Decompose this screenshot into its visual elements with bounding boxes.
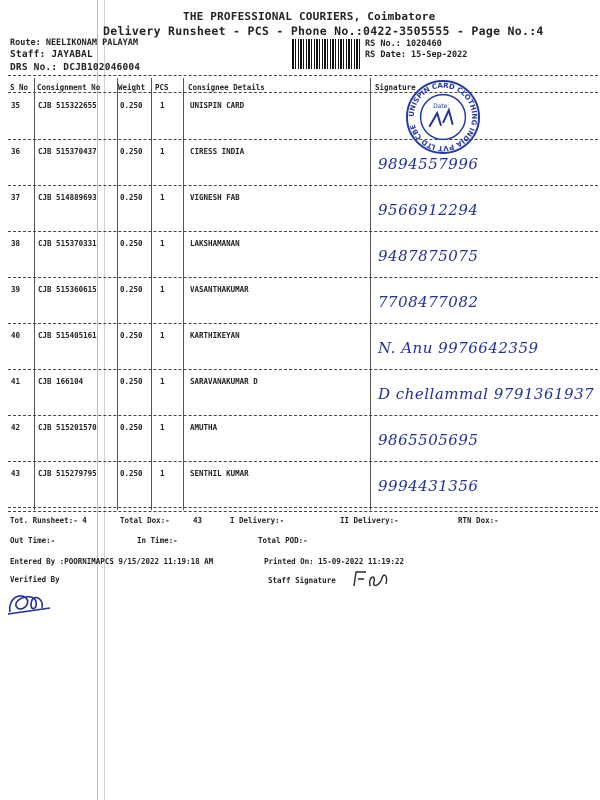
row-weight: 0.250	[120, 423, 143, 432]
row-separator	[8, 461, 598, 462]
tot-runsheet: Tot. Runsheet:- 4	[10, 516, 87, 525]
row-sno: 41	[11, 377, 21, 386]
total-pod: Total POD:-	[258, 536, 308, 545]
barcode	[292, 39, 360, 69]
header-separator	[8, 75, 598, 76]
row-separator	[8, 139, 598, 140]
row-consignment-no: CJB 515360615	[38, 285, 97, 294]
row-pcs: 1	[160, 239, 165, 248]
row-consignment-no: CJB 515370331	[38, 239, 97, 248]
col-header-consignee: Consignee Details	[188, 83, 265, 92]
column-divider	[151, 78, 152, 510]
col-header-sno: S No	[10, 83, 29, 92]
row-sno: 40	[11, 331, 21, 340]
row-separator	[8, 231, 598, 232]
row-separator	[8, 369, 598, 370]
row-pcs: 1	[160, 469, 165, 478]
runsheet-subtitle: Delivery Runsheet - PCS - Phone No.:0422-3505555 - Page No.:4	[103, 24, 544, 38]
column-divider	[34, 78, 35, 510]
staff-signature-label: Staff Signature	[268, 576, 336, 585]
row-separator	[8, 323, 598, 324]
row-separator	[8, 185, 598, 186]
row-pcs: 1	[160, 147, 165, 156]
column-divider	[370, 78, 371, 510]
row-weight: 0.250	[120, 285, 143, 294]
ii-delivery: II Delivery:-	[340, 516, 399, 525]
row-consignee: UNISPIN CARD	[190, 101, 245, 110]
i-delivery: I Delivery:-	[230, 516, 285, 525]
row-signature-handwriting: 9566912294	[378, 201, 479, 219]
row-consignment-no: CJB 515322655	[38, 101, 97, 110]
row-pcs: 1	[160, 377, 165, 386]
row-sno: 43	[11, 469, 21, 478]
row-consignee: CIRESS INDIA	[190, 147, 245, 156]
row-weight: 0.250	[120, 193, 143, 202]
column-header-separator	[8, 92, 598, 93]
row-consignment-no: CJB 515405161	[38, 331, 97, 340]
total-dox-label: Total Dox:-	[120, 516, 170, 525]
row-signature-handwriting: N. Anu 9976642359	[378, 339, 539, 357]
in-time: In Time:-	[137, 536, 178, 545]
verifier-signature-icon	[6, 586, 52, 618]
col-header-signature: Signature	[375, 83, 416, 92]
company-stamp-icon	[404, 80, 482, 154]
row-weight: 0.250	[120, 331, 143, 340]
table-bottom-separator	[8, 511, 598, 512]
scan-artifact-line	[104, 0, 105, 800]
row-signature-handwriting: 9994431356	[378, 477, 479, 495]
svg-text:Date:: Date:	[433, 104, 450, 111]
route-label: Route: NEELIKONAM PALAYAM	[10, 38, 138, 48]
row-weight: 0.250	[120, 377, 143, 386]
row-sno: 36	[11, 147, 21, 156]
row-pcs: 1	[160, 423, 165, 432]
row-consignee: VASANTHAKUMAR	[190, 285, 249, 294]
row-consignment-no: CJB 515370437	[38, 147, 97, 156]
row-sno: 38	[11, 239, 21, 248]
company-title: THE PROFESSIONAL COURIERS, Coimbatore	[183, 10, 436, 23]
row-separator	[8, 507, 598, 508]
row-consignee: SARAVANAKUMAR D	[190, 377, 258, 386]
drs-label: DRS No.: DCJB102046004	[10, 62, 141, 73]
row-sno: 39	[11, 285, 21, 294]
staff-label: Staff: JAYABAL	[10, 49, 93, 60]
row-signature-handwriting: 9865505695	[378, 431, 479, 449]
row-consignment-no: CJB 515201570	[38, 423, 97, 432]
row-consignment-no: CJB 166104	[38, 377, 84, 386]
out-time: Out Time:-	[10, 536, 56, 545]
row-weight: 0.250	[120, 469, 143, 478]
row-consignee: AMUTHA	[190, 423, 218, 432]
row-consignee: KARTHIKEYAN	[190, 331, 240, 340]
entered-by: Entered By :POORNIMAPCS 9/15/2022 11:19:18 AM	[10, 557, 214, 566]
row-consignment-no: CJB 515279795	[38, 469, 97, 478]
row-pcs: 1	[160, 285, 165, 294]
rs-no: RS No.: 1020460	[365, 39, 442, 49]
row-signature-handwriting: 7708477082	[378, 293, 479, 311]
row-consignee: SENTHIL KUMAR	[190, 469, 249, 478]
total-dox-value: 43	[193, 516, 203, 525]
rtn-dox: RTN Dox:-	[458, 516, 499, 525]
row-pcs: 1	[160, 331, 165, 340]
row-consignment-no: CJB 514889693	[38, 193, 97, 202]
row-weight: 0.250	[120, 101, 143, 110]
row-separator	[8, 277, 598, 278]
row-separator	[8, 415, 598, 416]
row-pcs: 1	[160, 193, 165, 202]
scan-artifact-line	[97, 0, 98, 800]
row-consignee: VIGNESH FAB	[190, 193, 240, 202]
col-header-pcs: PCS	[155, 83, 169, 92]
col-header-consignment: Consignment No	[37, 83, 101, 92]
printed-on: Printed On: 15-09-2022 11:19:22	[264, 557, 404, 566]
row-signature-handwriting: D chellammal 9791361937	[378, 385, 595, 403]
column-divider	[117, 78, 118, 510]
row-weight: 0.250	[120, 147, 143, 156]
verified-by: Verified By	[10, 575, 60, 584]
svg-text:UNISPIN CARD CLOTHING INDIA PV: UNISPIN CARD CLOTHING INDIA PVT LTD CBE	[406, 80, 480, 154]
staff-signature-icon	[350, 568, 390, 590]
row-signature-handwriting: 9487875075	[378, 247, 479, 265]
rs-date: RS Date: 15-Sep-2022	[365, 50, 468, 60]
row-consignee: LAKSHAMANAN	[190, 239, 240, 248]
row-sno: 37	[11, 193, 21, 202]
col-header-weight: Weight	[118, 83, 146, 92]
column-divider	[183, 78, 184, 510]
row-sno: 35	[11, 101, 21, 110]
row-weight: 0.250	[120, 239, 143, 248]
row-signature-handwriting: 9894557996	[378, 155, 479, 173]
row-pcs: 1	[160, 101, 165, 110]
row-sno: 42	[11, 423, 21, 432]
